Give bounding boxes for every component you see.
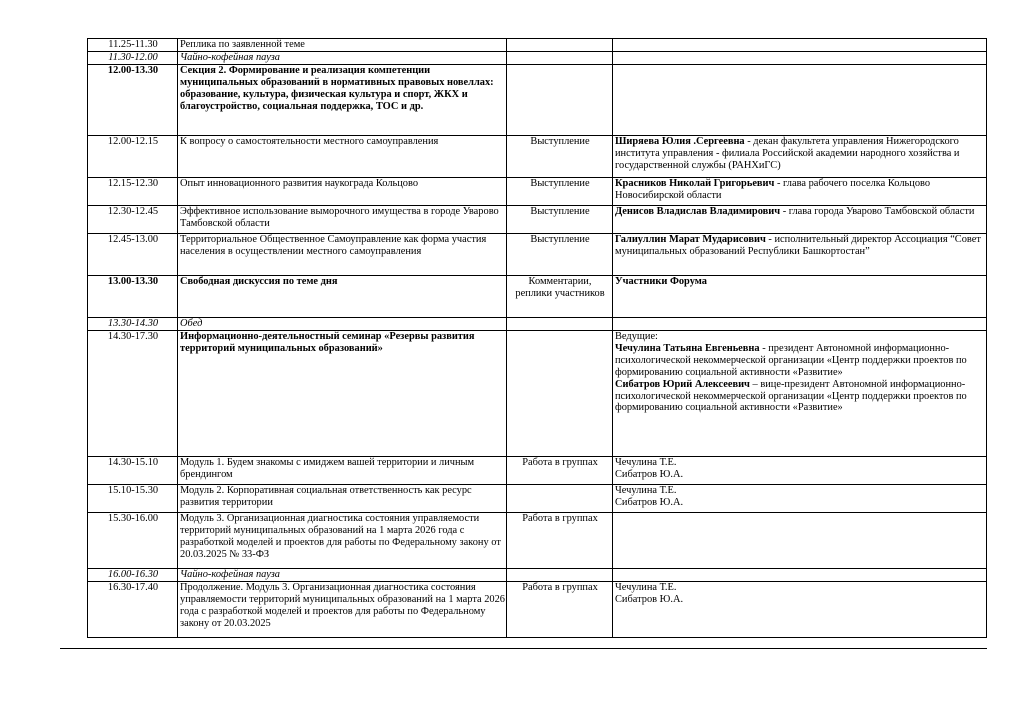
format-cell [507, 318, 613, 331]
topic-cell: Продолжение. Модуль 3. Организационная диагностика состояния управляемости территорий муниципальных образований на 1 марта 2026 года с разработкой моделей и проектов для работы по Федеральному закону от 20.03.2025 [178, 582, 507, 638]
time-cell: 14.30-17.30 [88, 331, 178, 457]
time-cell: 15.10-15.30 [88, 485, 178, 513]
speaker-name: Сибатров Юрий Алексеевич [615, 378, 750, 390]
speaker-cell [613, 582, 987, 638]
schedule-row-seminar [88, 331, 987, 457]
format-cell: Выступление [507, 206, 613, 234]
program-schedule-table [87, 38, 987, 638]
speaker-name: Сибатров Ю.А. [615, 496, 684, 508]
speaker-name: Сибатров Ю.А. [615, 468, 684, 480]
topic-cell: Эффективное использование выморочного имущества в городе Уварово Тамбовской области [178, 206, 507, 234]
schedule-row-break [88, 52, 987, 65]
schedule-row-discussion [88, 276, 987, 318]
topic-cell: Модуль 1. Будем знакомы с имиджем вашей территории и личным брендингом [178, 457, 507, 485]
speaker-name: Ширяева Юлия .Сергеевна [615, 136, 745, 147]
schedule-row-section [88, 65, 987, 136]
speaker-name: Чечулина Татьяна Евгеньевна [615, 342, 760, 354]
format-cell [507, 52, 613, 65]
speaker-name: Сибатров Ю.А. [615, 593, 684, 605]
schedule-row [88, 136, 987, 178]
format-cell [507, 331, 613, 457]
hosts-label: Ведущие: [615, 331, 658, 342]
speaker-cell [613, 318, 987, 331]
speaker-position: - глава города Уварово Тамбовской области [780, 206, 975, 217]
speaker-name: Чечулина Т.Е. [615, 457, 677, 468]
topic-cell: Реплика по заявленной теме [178, 39, 507, 52]
format-cell: Работа в группах [507, 457, 613, 485]
speaker-cell [613, 206, 987, 234]
time-cell: 14.30-15.10 [88, 457, 178, 485]
format-cell: Выступление [507, 178, 613, 206]
format-cell: Выступление [507, 234, 613, 276]
topic-cell: Модуль 2. Корпоративная социальная ответственность как ресурс развития территории [178, 485, 507, 513]
format-cell: Работа в группах [507, 582, 613, 638]
schedule-row [88, 582, 987, 638]
topic-cell: К вопросу о самостоятельности местного самоуправления [178, 136, 507, 178]
topic-cell: Обед [178, 318, 507, 331]
format-cell [507, 39, 613, 52]
topic-cell: Свободная дискуссия по теме дня [178, 276, 507, 318]
topic-cell: Чайно-кофейная пауза [178, 569, 507, 582]
seminar-title-cell: Информационно-деятельностный семинар «Резервы развития территорий муниципальных образований» [178, 331, 507, 457]
time-cell: 12.30-12.45 [88, 206, 178, 234]
speaker-name: Чечулина Т.Е. [615, 582, 677, 593]
time-cell: 11.25-11.30 [88, 39, 178, 52]
speaker-cell [613, 136, 987, 178]
schedule-row [88, 178, 987, 206]
time-cell: 12.45-13.00 [88, 234, 178, 276]
format-cell [507, 485, 613, 513]
speaker-cell [613, 331, 987, 457]
schedule-row [88, 513, 987, 569]
time-cell: 16.30-17.40 [88, 582, 178, 638]
speaker-name: Красников Николай Григорьевич [615, 178, 775, 189]
time-cell: 16.00-16.30 [88, 569, 178, 582]
topic-cell: Опыт инновационного развития наукограда Кольцово [178, 178, 507, 206]
topic-cell: Модуль 3. Организационная диагностика состояния управляемости территорий муниципальных образований на 1 марта 2026 года с разработкой моделей и проектов для работы по Федеральному закону от 20.03.2025 № 33-ФЗ [178, 513, 507, 569]
section-title-cell: Секция 2. Формирование и реализация компетенции муниципальных образований в нормативных правовых новеллах: образование, культура, физическая культура и спорт, ЖКХ и благоустройство, социальная поддержка, ТОС и др. [178, 65, 507, 136]
schedule-row [88, 457, 987, 485]
speaker-cell [613, 569, 987, 582]
speaker-position: - президент Автономной информационно-психологической некоммерческой организации «Центр поддержки проектов по формированию социальной активности «Развитие» [615, 342, 967, 378]
schedule-row [88, 485, 987, 513]
page-bottom-rule [60, 648, 987, 649]
speaker-cell [613, 485, 987, 513]
format-cell: Комментарии, реплики участников [507, 276, 613, 318]
speaker-name: Чечулина Т.Е. [615, 485, 677, 496]
speaker-cell [613, 457, 987, 485]
schedule-row [88, 206, 987, 234]
speaker-cell [613, 513, 987, 569]
speaker-cell [613, 52, 987, 65]
format-cell [507, 65, 613, 136]
speaker-position: - исполнительный директор Ассоциация “Совет муниципальных образований Республики Башкортостан” [615, 234, 981, 257]
time-cell: 12.00-12.15 [88, 136, 178, 178]
time-cell: 13.00-13.30 [88, 276, 178, 318]
speaker-cell [613, 234, 987, 276]
speaker-cell [613, 39, 987, 52]
time-cell: 15.30-16.00 [88, 513, 178, 569]
time-cell: 13.30-14.30 [88, 318, 178, 331]
time-cell: 11.30-12.00 [88, 52, 178, 65]
format-cell: Выступление [507, 136, 613, 178]
speaker-position: – вице-президент Автономной информационно-психологической некоммерческой организации «Центр поддержки проектов по формированию социальной активности «Развитие» [615, 378, 967, 414]
schedule-row [88, 234, 987, 276]
speaker-position: - декан факультета управления Нижегородского института управления - филиала Российской академии народного хозяйства и государственной службы (РАНХиГС) [615, 136, 960, 171]
speaker-position: - глава рабочего поселка Кольцово Новосибирской области [615, 178, 931, 201]
format-cell [507, 569, 613, 582]
speaker-cell [613, 276, 987, 318]
time-cell: 12.15-12.30 [88, 178, 178, 206]
topic-cell: Территориальное Общественное Самоуправление как форма участия населения в осуществлении местного самоуправления [178, 234, 507, 276]
speaker-name: Участники Форума [615, 276, 707, 287]
speaker-cell [613, 178, 987, 206]
schedule-row-break [88, 569, 987, 582]
schedule-row-break [88, 318, 987, 331]
topic-cell: Чайно-кофейная пауза [178, 52, 507, 65]
format-cell: Работа в группах [507, 513, 613, 569]
speaker-name: Галиуллин Марат Мударисович [615, 234, 766, 245]
speaker-name: Денисов Владислав Владимирович [615, 206, 781, 217]
time-cell: 12.00-13.30 [88, 65, 178, 136]
schedule-row [88, 39, 987, 52]
speaker-cell [613, 65, 987, 136]
